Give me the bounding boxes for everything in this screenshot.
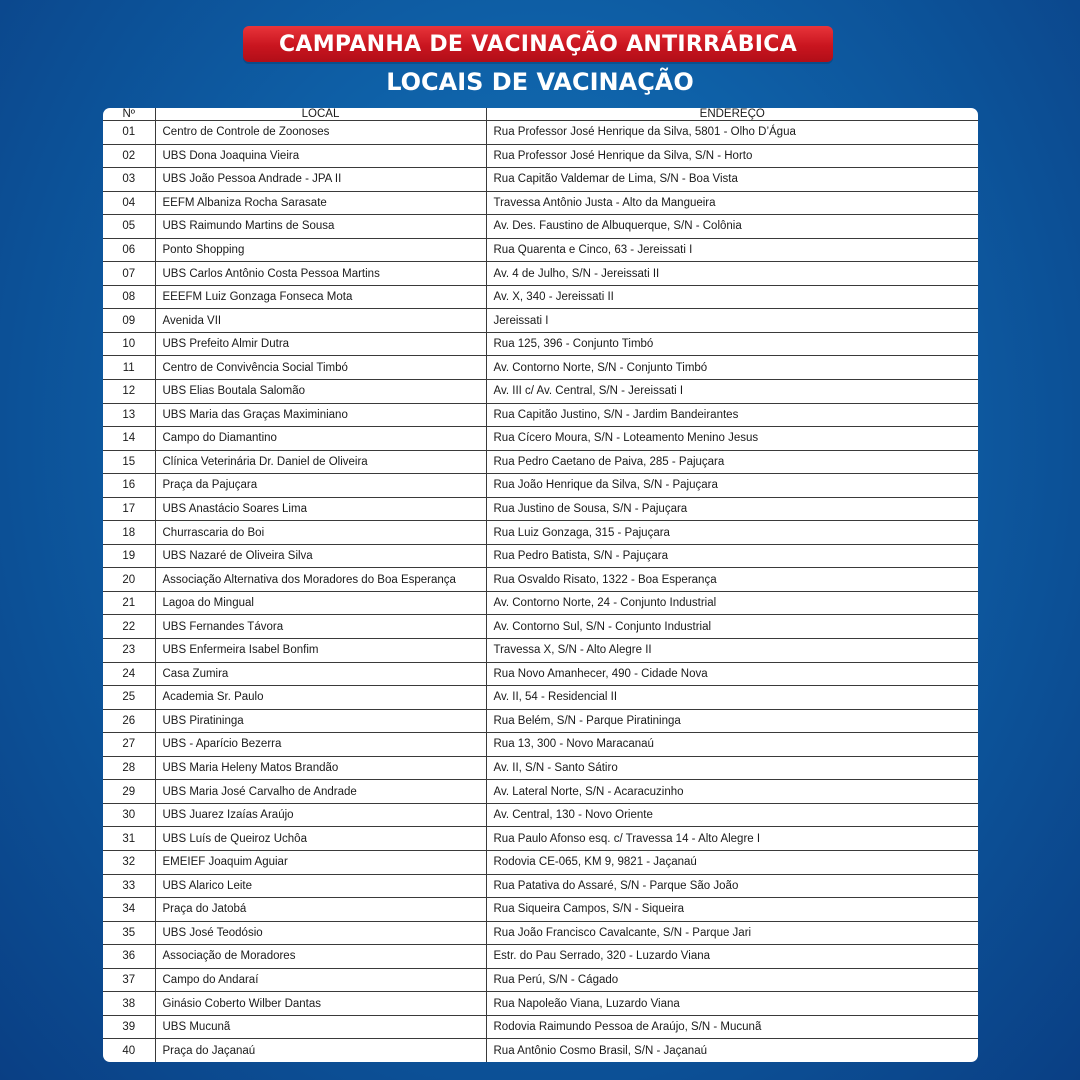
table-row	[103, 803, 978, 827]
table-row	[103, 709, 978, 733]
row-address: Rua Quarenta e Cinco, 63 - Jereissati I	[486, 238, 978, 262]
row-local: Campo do Andaraí	[155, 968, 486, 992]
table-row	[103, 921, 978, 945]
row-address: Rua Professor José Henrique da Silva, S/N - Horto	[486, 144, 978, 168]
row-address: Rua Novo Amanhecer, 490 - Cidade Nova	[486, 662, 978, 686]
row-number: 12	[103, 380, 155, 404]
table-row	[103, 733, 978, 757]
row-number: 29	[103, 780, 155, 804]
row-number: 17	[103, 497, 155, 521]
table-row	[103, 238, 978, 262]
row-number: 11	[103, 356, 155, 380]
row-number: 27	[103, 733, 155, 757]
row-number: 08	[103, 285, 155, 309]
row-address: Estr. do Pau Serrado, 320 - Luzardo Viana	[486, 945, 978, 969]
row-number: 31	[103, 827, 155, 851]
row-address: Av. Lateral Norte, S/N - Acaracuzinho	[486, 780, 978, 804]
row-number: 19	[103, 544, 155, 568]
row-number: 23	[103, 639, 155, 663]
table-row	[103, 309, 978, 333]
campaign-title: CAMPANHA DE VACINAÇÃO ANTIRRÁBICA	[278, 31, 798, 57]
row-address: Rua Capitão Valdemar de Lima, S/N - Boa Vista	[486, 168, 978, 192]
row-number: 06	[103, 238, 155, 262]
table-row	[103, 945, 978, 969]
row-local: Clínica Veterinária Dr. Daniel de Oliveira	[155, 450, 486, 474]
row-number: 33	[103, 874, 155, 898]
row-local: Ginásio Coberto Wilber Dantas	[155, 992, 486, 1016]
row-local: Centro de Convivência Social Timbó	[155, 356, 486, 380]
table-row	[103, 403, 978, 427]
row-local: UBS José Teodósio	[155, 921, 486, 945]
row-number: 16	[103, 474, 155, 498]
row-address: Rua João Henrique da Silva, S/N - Pajuçara	[486, 474, 978, 498]
table-row	[103, 144, 978, 168]
row-number: 13	[103, 403, 155, 427]
row-number: 30	[103, 803, 155, 827]
row-address: Av. II, S/N - Santo Sátiro	[486, 756, 978, 780]
table-row	[103, 850, 978, 874]
row-local: Praça da Pajuçara	[155, 474, 486, 498]
row-number: 35	[103, 921, 155, 945]
row-address: Rua 13, 300 - Novo Maracanaú	[486, 733, 978, 757]
table-row	[103, 968, 978, 992]
table-row	[103, 686, 978, 710]
row-local: Associação de Moradores	[155, 945, 486, 969]
row-address: Rua Paulo Afonso esq. c/ Travessa 14 - Alto Alegre I	[486, 827, 978, 851]
row-local: UBS Raimundo Martins de Sousa	[155, 215, 486, 239]
row-local: UBS Piratininga	[155, 709, 486, 733]
row-local: Casa Zumira	[155, 662, 486, 686]
table-row	[103, 191, 978, 215]
table-row	[103, 568, 978, 592]
table-row	[103, 992, 978, 1016]
row-local: Centro de Controle de Zoonoses	[155, 121, 486, 145]
header-address: ENDEREÇO	[486, 108, 978, 121]
table-row	[103, 1039, 978, 1062]
row-local: UBS João Pessoa Andrade - JPA II	[155, 168, 486, 192]
row-local: Campo do Diamantino	[155, 427, 486, 451]
row-address: Travessa Antônio Justa - Alto da Mangueira	[486, 191, 978, 215]
table-row	[103, 474, 978, 498]
row-number: 38	[103, 992, 155, 1016]
table-row	[103, 262, 978, 286]
row-local: Avenida VII	[155, 309, 486, 333]
row-local: UBS Maria Heleny Matos Brandão	[155, 756, 486, 780]
row-number: 03	[103, 168, 155, 192]
row-number: 01	[103, 121, 155, 145]
row-number: 09	[103, 309, 155, 333]
row-number: 05	[103, 215, 155, 239]
page-subtitle: LOCAIS DE VACINAÇÃO	[386, 68, 694, 96]
row-address: Rua João Francisco Cavalcante, S/N - Parque Jari	[486, 921, 978, 945]
row-number: 24	[103, 662, 155, 686]
row-local: UBS - Aparício Bezerra	[155, 733, 486, 757]
row-local: Praça do Jatobá	[155, 898, 486, 922]
table-row	[103, 874, 978, 898]
row-address: Rua Luiz Gonzaga, 315 - Pajuçara	[486, 521, 978, 545]
row-number: 22	[103, 615, 155, 639]
row-address: Rua Professor José Henrique da Silva, 5801 - Olho D’Água	[486, 121, 978, 145]
row-number: 34	[103, 898, 155, 922]
row-local: UBS Dona Joaquina Vieira	[155, 144, 486, 168]
row-number: 18	[103, 521, 155, 545]
row-address: Rua Capitão Justino, S/N - Jardim Bandeirantes	[486, 403, 978, 427]
table-row	[103, 121, 978, 145]
row-local: Lagoa do Mingual	[155, 591, 486, 615]
header-number: Nº	[103, 108, 155, 121]
row-number: 14	[103, 427, 155, 451]
row-number: 25	[103, 686, 155, 710]
row-local: UBS Anastácio Soares Lima	[155, 497, 486, 521]
row-address: Rua 125, 396 - Conjunto Timbó	[486, 332, 978, 356]
row-local: UBS Fernandes Távora	[155, 615, 486, 639]
row-address: Rua Cícero Moura, S/N - Loteamento Menino Jesus	[486, 427, 978, 451]
row-local: UBS Juarez Izaías Araújo	[155, 803, 486, 827]
row-address: Av. Contorno Norte, S/N - Conjunto Timbó	[486, 356, 978, 380]
row-address: Av. Central, 130 - Novo Oriente	[486, 803, 978, 827]
row-address: Rua Justino de Sousa, S/N - Pajuçara	[486, 497, 978, 521]
row-number: 04	[103, 191, 155, 215]
row-address: Rua Antônio Cosmo Brasil, S/N - Jaçanaú	[493, 1044, 707, 1057]
row-number: 20	[103, 568, 155, 592]
row-address: Rodovia Raimundo Pessoa de Araújo, S/N - Mucunã	[486, 1015, 978, 1039]
row-local: EEFM Albaniza Rocha Sarasate	[155, 191, 486, 215]
campaign-banner	[243, 26, 833, 62]
table-row	[103, 450, 978, 474]
table-row	[103, 427, 978, 451]
row-address: Av. 4 de Julho, S/N - Jereissati II	[486, 262, 978, 286]
row-local: UBS Nazaré de Oliveira Silva	[155, 544, 486, 568]
table-row	[103, 780, 978, 804]
row-local: Ponto Shopping	[155, 238, 486, 262]
row-address: Av. Contorno Sul, S/N - Conjunto Industrial	[486, 615, 978, 639]
row-number: 37	[103, 968, 155, 992]
table-row	[103, 662, 978, 686]
row-local: Academia Sr. Paulo	[155, 686, 486, 710]
row-address: Travessa X, S/N - Alto Alegre II	[486, 639, 978, 663]
row-local: UBS Mucunã	[155, 1015, 486, 1039]
row-local: Churrascaria do Boi	[155, 521, 486, 545]
row-address: Rodovia CE-065, KM 9, 9821 - Jaçanaú	[486, 850, 978, 874]
row-local: UBS Enfermeira Isabel Bonfim	[155, 639, 486, 663]
row-number: 07	[103, 262, 155, 286]
row-address: Av. III c/ Av. Central, S/N - Jereissati I	[486, 380, 978, 404]
table-row	[103, 827, 978, 851]
row-address: Rua Pedro Batista, S/N - Pajuçara	[486, 544, 978, 568]
row-number: 32	[103, 850, 155, 874]
table-row	[103, 639, 978, 663]
table-row	[103, 285, 978, 309]
table-row	[103, 356, 978, 380]
table-row	[103, 332, 978, 356]
row-local: UBS Luís de Queiroz Uchôa	[155, 827, 486, 851]
row-address: Rua Siqueira Campos, S/N - Siqueira	[486, 898, 978, 922]
row-address: Jereissati I	[486, 309, 978, 333]
row-local: UBS Prefeito Almir Dutra	[155, 332, 486, 356]
row-address: Rua Napoleão Viana, Luzardo Viana	[486, 992, 978, 1016]
row-address: Av. II, 54 - Residencial II	[486, 686, 978, 710]
row-number: 02	[103, 144, 155, 168]
row-local: UBS Maria das Graças Maximiniano	[155, 403, 486, 427]
row-number: 40	[103, 1039, 155, 1062]
row-address: Rua Perú, S/N - Cágado	[486, 968, 978, 992]
row-number: 39	[103, 1015, 155, 1039]
row-local: UBS Maria José Carvalho de Andrade	[155, 780, 486, 804]
row-number: 28	[103, 756, 155, 780]
row-local: EMEIEF Joaquim Aguiar	[155, 850, 486, 874]
table-row	[103, 898, 978, 922]
table-row	[103, 215, 978, 239]
row-local: EEEFM Luiz Gonzaga Fonseca Mota	[155, 285, 486, 309]
row-local: Associação Alternativa dos Moradores do Boa Esperança	[155, 568, 486, 592]
row-number: 26	[103, 709, 155, 733]
row-local: UBS Elias Boutala Salomão	[155, 380, 486, 404]
row-number: 15	[103, 450, 155, 474]
table-row	[103, 615, 978, 639]
row-local: UBS Carlos Antônio Costa Pessoa Martins	[155, 262, 486, 286]
table-header-row	[103, 108, 978, 121]
row-address: Rua Belém, S/N - Parque Piratininga	[486, 709, 978, 733]
vaccination-sites-table	[103, 108, 978, 1062]
row-address: Rua Patativa do Assaré, S/N - Parque São João	[486, 874, 978, 898]
table-row	[103, 380, 978, 404]
row-number: 10	[103, 332, 155, 356]
row-number: 36	[103, 945, 155, 969]
row-address: Rua Pedro Caetano de Paiva, 285 - Pajuçara	[486, 450, 978, 474]
row-number: 21	[103, 591, 155, 615]
row-address: Av. Des. Faustino de Albuquerque, S/N - Colônia	[486, 215, 978, 239]
table-row	[103, 497, 978, 521]
table-row	[103, 521, 978, 545]
row-address: Av. Contorno Norte, 24 - Conjunto Industrial	[486, 591, 978, 615]
table-row	[103, 1015, 978, 1039]
row-local: UBS Alarico Leite	[155, 874, 486, 898]
row-address: Rua Osvaldo Risato, 1322 - Boa Esperança	[486, 568, 978, 592]
table-row	[103, 168, 978, 192]
header-local: LOCAL	[155, 108, 486, 121]
table-row	[103, 756, 978, 780]
row-address: Av. X, 340 - Jereissati II	[486, 285, 978, 309]
table-row	[103, 544, 978, 568]
table-row	[103, 591, 978, 615]
row-local: Praça do Jaçanaú	[155, 1039, 486, 1062]
